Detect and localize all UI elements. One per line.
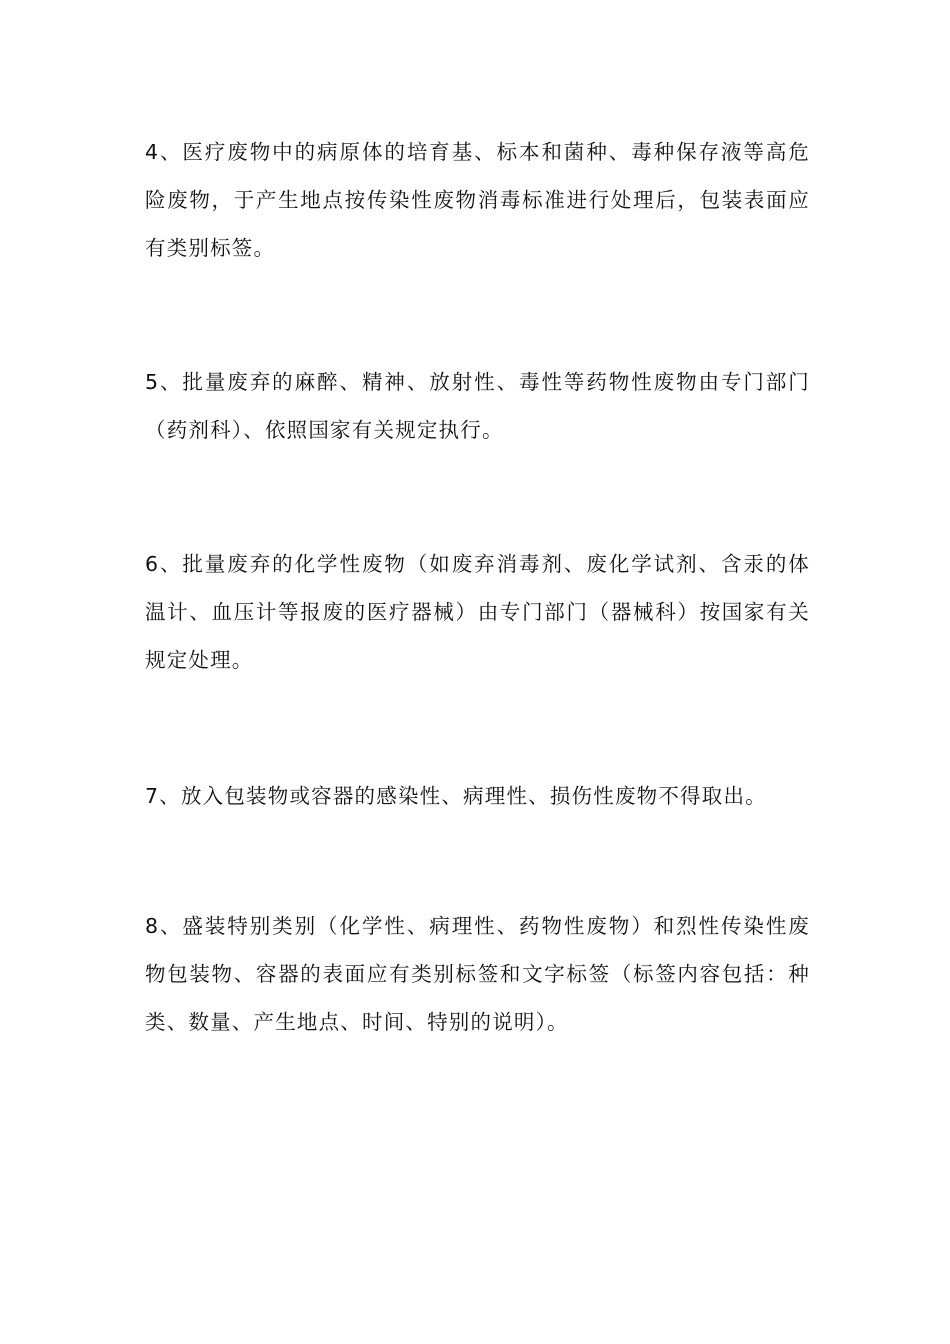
paragraph-item-4: 4、医疗废物中的病原体的培育基、标本和菌种、毒种保存液等高危险废物，于产生地点按传染性废物消毒标准进行处理后，包装表面应有类别标签。: [145, 140, 810, 260]
paragraph-item-6: 6、批量废弃的化学性废物（如废弃消毒剂、废化学试剂、含汞的体温计、血压计等报废的医疗器械）由专门部门（器械科）按国家有关规定处理。: [145, 552, 810, 672]
paragraph-item-5: 5、批量废弃的麻醉、精神、放射性、毒性等药物性废物由专门部门（药剂科）、依照国家有关规定执行。: [145, 370, 810, 442]
paragraph-item-8: 8、盛装特别类别（化学性、病理性、药物性废物）和烈性传染性废物包装物、容器的表面应有类别标签和文字标签（标签内容包括：种类、数量、产生地点、时间、特别的说明）。: [145, 914, 810, 1034]
paragraph-item-7: 7、放入包装物或容器的感染性、病理性、损伤性废物不得取出。: [145, 784, 767, 808]
